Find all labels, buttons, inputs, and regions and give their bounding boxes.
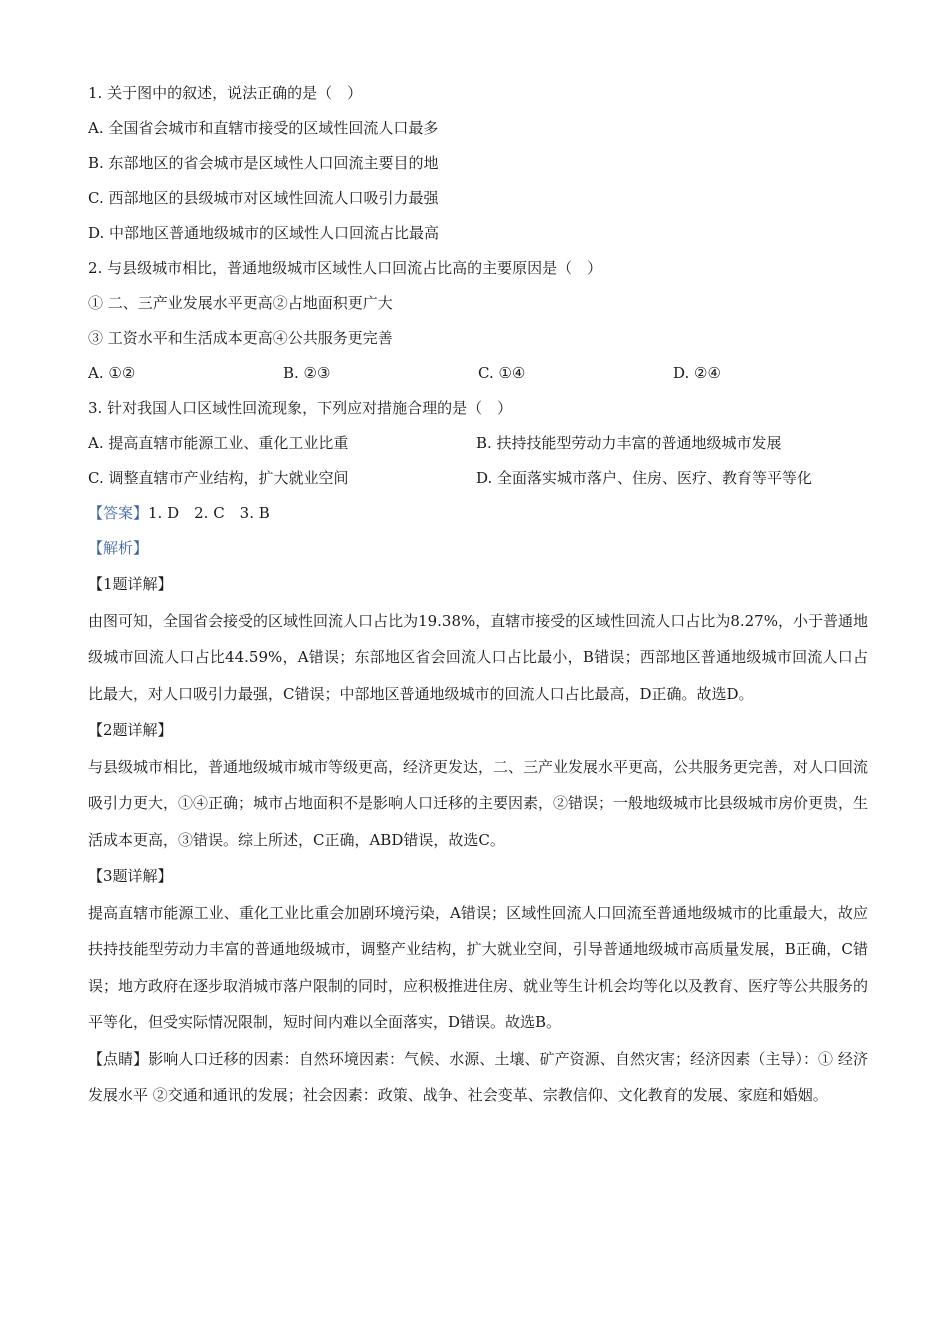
q2-option-b: B. ②③: [283, 364, 331, 382]
q3-options-row-2: [88, 461, 868, 496]
q3-option-b: B. 扶持技能型劳动力丰富的普通地级城市发展: [476, 434, 782, 452]
q1-option-c: C. 西部地区的县级城市对区域性回流人口吸引力最强: [88, 189, 439, 207]
q2-statement-1: ① 二、三产业发展水平更高②占地面积更广大: [88, 294, 393, 312]
detail-1-text: 由图可知，全国省会接受的区域性回流人口占比为19.38%，直辖市接受的区域性回流人口占比为8.27%，小于普通地级城市回流人口占比44.59%，A错误；东部地区省会回流人口占比最小，B错误；西部地区普通地级城市回流人口占比最大，对人口吸引力最强，C错误；中部地区普通地级城市的回流人口占比最高，D正确。故选D。: [88, 611, 868, 703]
q3-option-a: A. 提高直辖市能源工业、重化工业比重: [88, 434, 349, 452]
q2-stem: 2. 与县级城市相比，普通地级城市区域性人口回流占比高的主要原因是（ ）: [88, 259, 603, 277]
q1-stem: 1. 关于图中的叙述，说法正确的是（ ）: [88, 84, 363, 102]
tip-paragraph: [88, 1041, 868, 1114]
analysis-label: 【解析】: [88, 539, 149, 557]
q2-option-a: A. ①②: [88, 364, 136, 382]
q3-options-row-1: [88, 426, 868, 461]
q1-option-b: B. 东部地区的省会城市是区域性人口回流主要目的地: [88, 154, 439, 172]
q3-option-c: C. 调整直辖市产业结构，扩大就业空间: [88, 469, 349, 487]
tip-text: 影响人口迁移的因素：自然环境因素：气候、水源、土壤、矿产资源、自然灾害；经济因素（主导）：① 经济发展水平 ②交通和通讯的发展；社会因素：政策、战争、社会变革、宗教信仰、文化教育的发展、家庭和婚姻。: [88, 1049, 868, 1104]
detail-2-text: 与县级城市相比，普通地级城市城市等级更高，经济更发达，二、三产业发展水平更高，公共服务更完善，对人口回流吸引力更大，①④正确；城市占地面积不是影响人口迁移的主要因素，②错误；一般地级城市比县级城市房价更贵，生活成本更高，③错误。综上所述，C正确，ABD错误，故选C。: [88, 757, 869, 849]
detail-3-title: 【3题详解】: [88, 867, 173, 885]
answer-label: 【答案】: [88, 504, 149, 522]
answer-text: 1. D 2. C 3. B: [148, 504, 270, 522]
answer-line: [88, 496, 868, 531]
q2-statement-2: ③ 工资水平和生活成本更高④公共服务更完善: [88, 329, 393, 347]
q1-option-d: D. 中部地区普通地级城市的区域性人口回流占比最高: [88, 224, 440, 242]
detail-3-text: 提高直辖市能源工业、重化工业比重会加剧环境污染，A错误；区域性回流人口回流至普通地级城市的比重最大，故应扶持技能型劳动力丰富的普通地级城市，调整产业结构，扩大就业空间，引导普通地级城市高质量发展，B正确，C错误；地方政府在逐步取消城市落户限制的同时，应积极推进住房、就业等生计机会均等化以及教育、医疗等公共服务的平等化，但受实际情况限制，短时间内难以全面落实，D错误。故选B。: [88, 903, 869, 1031]
q3-stem: 3. 针对我国人口区域性回流现象，下列应对措施合理的是（ ）: [88, 399, 513, 417]
detail-1-title: 【1题详解】: [88, 575, 173, 593]
tip-title: 【点睛】: [88, 1049, 149, 1068]
q2-option-c: C. ①④: [478, 364, 526, 382]
document-page: [88, 76, 868, 1114]
q1-option-a: A. 全国省会城市和直辖市接受的区域性回流人口最多: [88, 119, 439, 137]
detail-2-title: 【2题详解】: [88, 721, 173, 739]
q2-options-row: [88, 356, 868, 391]
q2-option-d: D. ②④: [673, 364, 721, 382]
q3-option-d: D. 全面落实城市落户、住房、医疗、教育等平等化: [476, 469, 813, 487]
